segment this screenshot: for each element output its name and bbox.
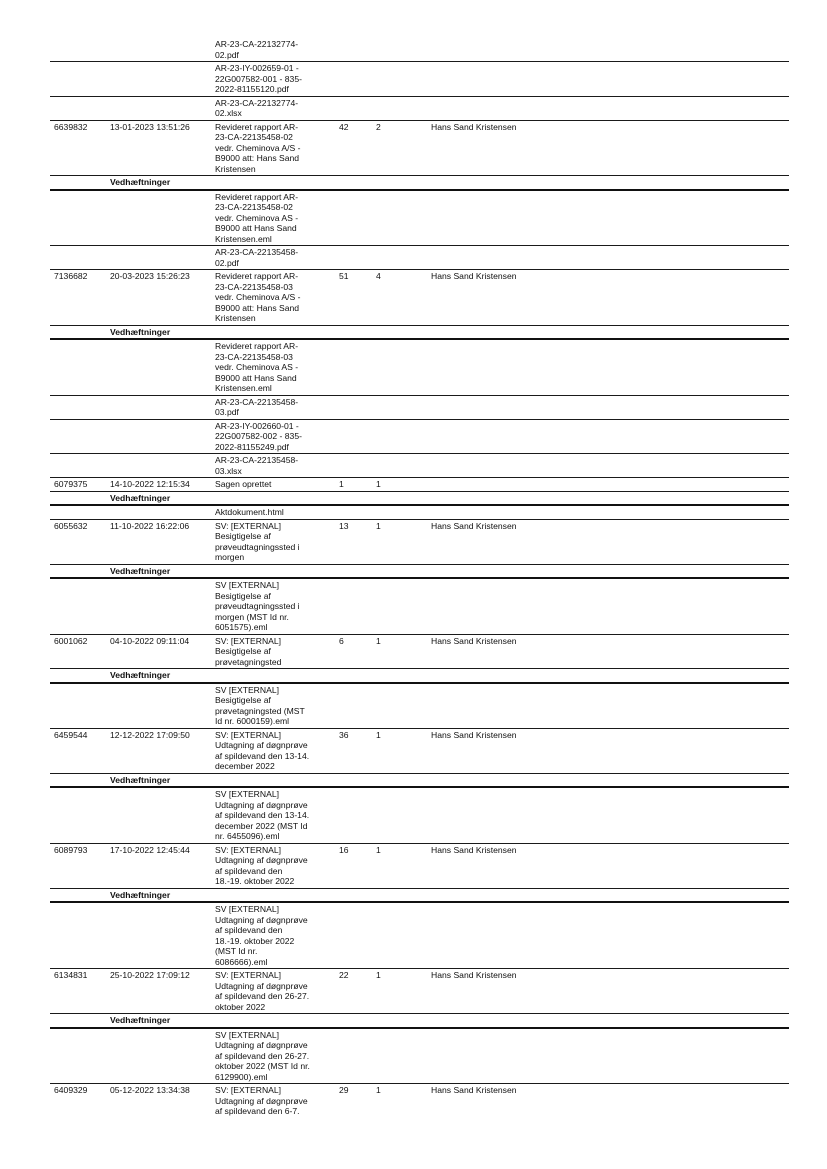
attachments-label: Vedhæftninger <box>110 177 171 187</box>
document-count-b: 1 <box>376 970 381 980</box>
attachments-label: Vedhæftninger <box>110 889 171 900</box>
attachment-filename: Aktdokument.html <box>215 507 284 517</box>
document-title: Revideret rapport AR- 23-CA-22135458-02 vedr. Cheminova A/S - B9000 att: Hans Sand Kristensen <box>215 121 301 174</box>
attachments-label: Vedhæftninger <box>110 1015 171 1025</box>
document-row <box>50 121 789 177</box>
attachment-filename: SV [EXTERNAL] Besigtigelse af prøveudtagningssted i morgen (MST Id nr. 6051575).eml <box>215 580 300 632</box>
document-count-b: 4 <box>376 271 381 281</box>
attachments-label: Vedhæftninger <box>110 565 171 576</box>
document-id: 6459544 <box>54 729 88 740</box>
attachments-header-row <box>50 889 789 904</box>
document-date: 25-10-2022 17:09:12 <box>110 970 190 980</box>
document-title: Revideret rapport AR- 23-CA-22135458-03 vedr. Cheminova A/S - B9000 att: Hans Sand Kristensen <box>215 271 301 323</box>
document-row <box>50 520 789 565</box>
attachments-header-row <box>50 326 789 341</box>
document-title: SV: [EXTERNAL] Besigtigelse af prøveudtagningssted i morgen <box>215 520 300 562</box>
document-responsible: Hans Sand Kristensen <box>431 635 517 646</box>
attachment-row <box>50 506 789 520</box>
attachment-row <box>50 1029 789 1085</box>
document-count-a: 51 <box>339 271 349 281</box>
document-date: 05-12-2022 13:34:38 <box>110 1085 190 1095</box>
attachment-row <box>50 246 789 270</box>
document-title: SV: [EXTERNAL] Udtagning af døgnprøve af spildevand den 18.-19. oktober 2022 <box>215 844 308 886</box>
document-id: 6134831 <box>54 970 88 980</box>
document-row <box>50 270 789 326</box>
attachment-row <box>50 454 789 478</box>
document-row <box>50 1084 789 1118</box>
document-title: SV: [EXTERNAL] Udtagning af døgnprøve af spildevand den 26-27. oktober 2022 <box>215 970 310 1012</box>
attachment-row <box>50 903 789 969</box>
attachment-filename: AR-23-CA-22132774- 02.xlsx <box>215 97 299 118</box>
attachment-filename: Revideret rapport AR- 23-CA-22135458-02 vedr. Cheminova AS - B9000 att Hans Sand Kristensen.eml <box>215 191 299 244</box>
attachment-row <box>50 62 789 97</box>
attachment-filename: AR-23-CA-22132774- 02.pdf <box>215 39 299 60</box>
document-count-a: 1 <box>339 479 344 489</box>
document-count-a: 29 <box>339 1085 349 1095</box>
attachments-header-row <box>50 492 789 507</box>
attachment-filename: AR-23-CA-22135458- 02.pdf <box>215 247 299 268</box>
document-responsible: Hans Sand Kristensen <box>431 970 517 980</box>
attachment-row <box>50 420 789 455</box>
attachment-filename: AR-23-IY-002659-01 - 22G007582-001 - 835- 2022-81155120.pdf <box>215 63 302 94</box>
document-count-a: 36 <box>339 729 349 740</box>
attachment-row <box>50 97 789 121</box>
document-date: 17-10-2022 12:45:44 <box>110 844 190 855</box>
document-title: SV: [EXTERNAL] Udtagning af døgnprøve af spildevand den 6-7. <box>215 1085 308 1116</box>
document-responsible: Hans Sand Kristensen <box>431 729 517 740</box>
attachments-header-row <box>50 176 789 191</box>
document-responsible: Hans Sand Kristensen <box>431 1085 517 1095</box>
attachment-row <box>50 340 789 396</box>
document-title: SV: [EXTERNAL] Udtagning af døgnprøve af spildevand den 13-14. december 2022 <box>215 729 310 771</box>
document-row <box>50 844 789 889</box>
document-date: 11-10-2022 16:22:06 <box>110 520 190 531</box>
document-count-a: 16 <box>339 844 349 855</box>
document-count-b: 1 <box>376 729 381 740</box>
attachment-filename: SV [EXTERNAL] Udtagning af døgnprøve af spildevand den 13-14. december 2022 (MST Id nr. 6455096).eml <box>215 789 310 841</box>
document-date: 20-03-2023 15:26:23 <box>110 271 190 281</box>
document-table <box>50 38 789 1118</box>
document-id: 6001062 <box>54 635 88 646</box>
document-count-b: 1 <box>376 1085 381 1095</box>
document-id: 6055632 <box>54 520 88 531</box>
document-count-b: 1 <box>376 635 381 646</box>
attachments-label: Vedhæftninger <box>110 670 171 680</box>
attachment-filename: Revideret rapport AR- 23-CA-22135458-03 vedr. Cheminova AS - B9000 att Hans Sand Kristensen.eml <box>215 341 299 393</box>
attachments-header-row <box>50 669 789 684</box>
document-id: 6639832 <box>54 121 88 132</box>
document-responsible: Hans Sand Kristensen <box>431 121 517 132</box>
attachment-filename: SV [EXTERNAL] Udtagning af døgnprøve af spildevand den 26-27. oktober 2022 (MST Id nr. 6129900).eml <box>215 1029 310 1082</box>
document-row <box>50 478 789 492</box>
attachment-filename: SV [EXTERNAL] Besigtigelse af prøvetagningsted (MST Id nr. 6000159).eml <box>215 684 305 726</box>
document-responsible: Hans Sand Kristensen <box>431 520 517 531</box>
document-count-a: 13 <box>339 520 349 531</box>
document-id: 7136682 <box>54 271 88 281</box>
document-title: Sagen oprettet <box>215 479 272 489</box>
attachments-header-row <box>50 1014 789 1029</box>
attachment-filename: AR-23-CA-22135458- 03.xlsx <box>215 455 299 476</box>
document-date: 04-10-2022 09:11:04 <box>110 635 190 646</box>
document-count-b: 1 <box>376 520 381 531</box>
document-date: 12-12-2022 17:09:50 <box>110 729 190 740</box>
attachment-row <box>50 684 789 729</box>
attachments-header-row <box>50 774 789 789</box>
attachment-row <box>50 579 789 635</box>
attachments-label: Vedhæftninger <box>110 492 171 503</box>
document-count-a: 22 <box>339 970 349 980</box>
document-count-a: 42 <box>339 121 349 132</box>
document-id: 6409329 <box>54 1085 88 1095</box>
document-date: 13-01-2023 13:51:26 <box>110 121 190 132</box>
attachment-row <box>50 788 789 844</box>
attachment-row <box>50 191 789 247</box>
attachments-label: Vedhæftninger <box>110 326 171 337</box>
document-title: SV: [EXTERNAL] Besigtigelse af prøvetagningsted <box>215 635 282 667</box>
document-responsible: Hans Sand Kristensen <box>431 271 517 281</box>
document-responsible: Hans Sand Kristensen <box>431 844 517 855</box>
document-row <box>50 969 789 1014</box>
attachments-label: Vedhæftninger <box>110 774 171 785</box>
attachment-filename: AR-23-CA-22135458- 03.pdf <box>215 396 299 417</box>
document-count-b: 1 <box>376 479 381 489</box>
attachment-filename: AR-23-IY-002660-01 - 22G007582-002 - 835- 2022-81155249.pdf <box>215 420 302 452</box>
document-count-a: 6 <box>339 635 344 646</box>
attachment-row <box>50 396 789 420</box>
attachment-filename: SV [EXTERNAL] Udtagning af døgnprøve af spildevand den 18.-19. oktober 2022 (MST Id nr. 6086666).eml <box>215 904 308 967</box>
document-count-b: 2 <box>376 121 381 132</box>
document-id: 6089793 <box>54 844 88 855</box>
attachments-header-row <box>50 565 789 580</box>
document-date: 14-10-2022 12:15:34 <box>110 479 190 489</box>
document-row <box>50 635 789 670</box>
attachment-row <box>50 38 789 62</box>
document-id: 6079375 <box>54 479 88 489</box>
document-row <box>50 729 789 774</box>
document-count-b: 1 <box>376 844 381 855</box>
